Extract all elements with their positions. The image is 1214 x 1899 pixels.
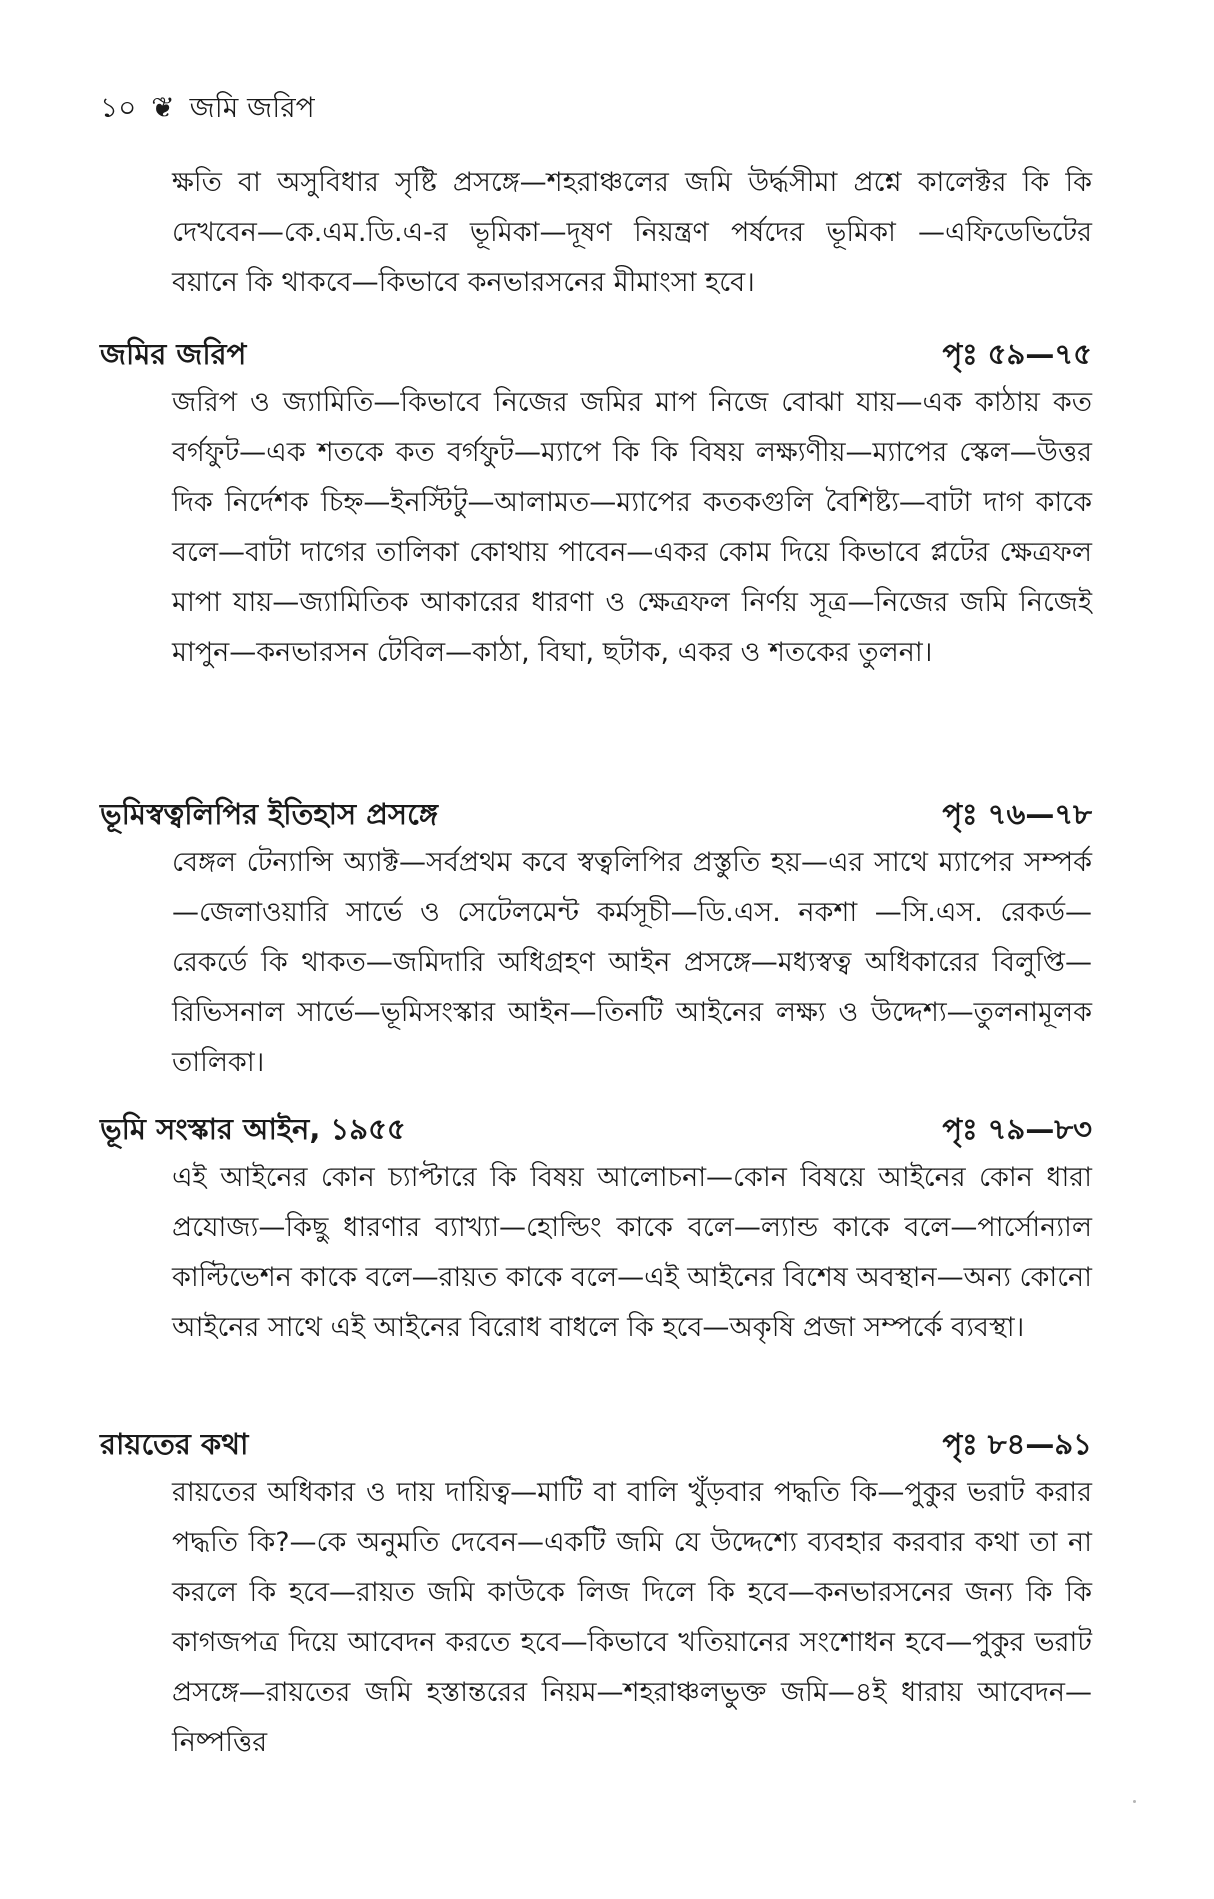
fleuron-icon: ❦ [151,91,175,124]
section-bhumi-swatwalipi [100,790,1092,1088]
section-text: জরিপ ও জ্যামিতি—কিভাবে নিজের জমির মাপ নিজে বোঝা যায়—এক কাঠায় কত বর্গফুট—এক শতকে কত বর্গফুট—ম্যাপে কি কি বিষয় লক্ষ্যণীয়—ম্যাপের স্কেল—উত্তর দিক নির্দেশক চিহ্ন—ইনস্টিটু—আলামত—ম্যাপের কতকগুলি বৈশিষ্ট্য—বাটা দাগ কাকে বলে—বাটা দাগের তালিকা কোথায় পাবেন—একর কোম দিয়ে কিভাবে প্লটের ক্ষেত্রফল মাপা যায়—জ্যামিতিক আকারের ধারণা ও ক্ষেত্রফল নির্ণয় সূত্র—নিজের জমি নিজেই মাপুন—কনভারসন টেবিল—কাঠা, বিঘা, ছটাক, একর ও শতকের তুলনা। [172,387,1092,668]
section-heading [100,790,1092,838]
section-text: বেঙ্গল টেন্যান্সি অ্যাক্ট—সর্বপ্রথম কবে স্বত্বলিপির প্রস্তুতি হয়—এর সাথে ম্যাপের সম্পর্ক—জেলাওয়ারি সার্ভে ও সেটেলমেন্ট কর্মসূচী—ডি.এস. নকশা —সি.এস. রেকর্ড—রেকর্ডে কি থাকত—জমিদারি অধিগ্রহণ আইন প্রসঙ্গে—মধ্যস্বত্ব অধিকারের বিলুপ্তি—রিভিসনাল সার্ভে—ভূমিসংস্কার আইন—তিনটি আইনের লক্ষ্য ও উদ্দেশ্য—তুলনামূলক তালিকা। [172,847,1092,1078]
page-range: পৃঃ ৫৯—৭৫ [942,337,1092,371]
section-jomir-jorip [100,330,1092,678]
scan-speck [1133,1800,1136,1803]
intro-paragraph: ক্ষতি বা অসুবিধার সৃষ্টি প্রসঙ্গে—শহরাঞ্চলের জমি উর্দ্ধসীমা প্রশ্নে কালেক্টর কি কি দেখবেন—কে.এম.ডি.এ-র ভূমিকা—দূষণ নিয়ন্ত্রণ পর্ষদের ভূমিকা —এফিডেভিটের বয়ানে কি থাকবে—কিভাবে কনভারসনের মীমাংসা হবে। [172,167,1092,298]
page-number: ১০ [100,91,137,124]
page-range: পৃঃ ৭৯—৮৩ [942,1112,1092,1146]
section-title: ভূমিস্বত্বলিপির ইতিহাস প্রসঙ্গে [100,797,438,831]
page-range: পৃঃ ৮৪—৯১ [942,1427,1092,1461]
section-title: জমির জরিপ [100,337,247,371]
section-heading [100,330,1092,378]
section-text: এই আইনের কোন চ্যাপ্টারে কি বিষয় আলোচনা—কোন বিষয়ে আইনের কোন ধারা প্রযোজ্য—কিছু ধারণার ব্যাখ্যা—হোল্ডিং কাকে বলে—ল্যান্ড কাকে বলে—পার্সোন্যাল কাল্টিভেশন কাকে বলে—রায়ত কাকে বলে—এই আইনের বিশেষ অবস্থান—অন্য কোনো আইনের সাথে এই আইনের বিরোধ বাধলে কি হবে—অকৃষি প্রজা সম্পর্কে ব্যবস্থা। [172,1162,1092,1343]
section-raiyater-katha [100,1420,1092,1768]
section-heading [100,1105,1092,1153]
section-title: ভূমি সংস্কার আইন, ১৯৫৫ [100,1112,406,1146]
book-title: জমি জরিপ [189,91,315,124]
page-range: পৃঃ ৭৬—৭৮ [942,797,1092,831]
running-head [100,88,315,128]
section-text: রায়তের অধিকার ও দায় দায়িত্ব—মাটি বা বালি খুঁড়বার পদ্ধতি কি—পুকুর ভরাট করার পদ্ধতি কি?—কে অনুমতি দেবেন—একটি জমি যে উদ্দেশ্যে ব্যবহার করবার কথা তা না করলে কি হবে—রায়ত জমি কাউকে লিজ দিলে কি হবে—কনভারসনের জন্য কি কি কাগজপত্র দিয়ে আবেদন করতে হবে—কিভাবে খতিয়ানের সংশোধন হবে—পুকুর ভরাট প্রসঙ্গে—রায়তের জমি হস্তান্তরের নিয়ম—শহরাঞ্চলভুক্ত জমি—৪ই ধারায় আবেদন—নিষ্পত্তির [172,1477,1092,1758]
section-heading [100,1420,1092,1468]
section-title: রায়তের কথা [100,1427,249,1461]
section-bhumi-sanskar-ain [100,1105,1092,1353]
